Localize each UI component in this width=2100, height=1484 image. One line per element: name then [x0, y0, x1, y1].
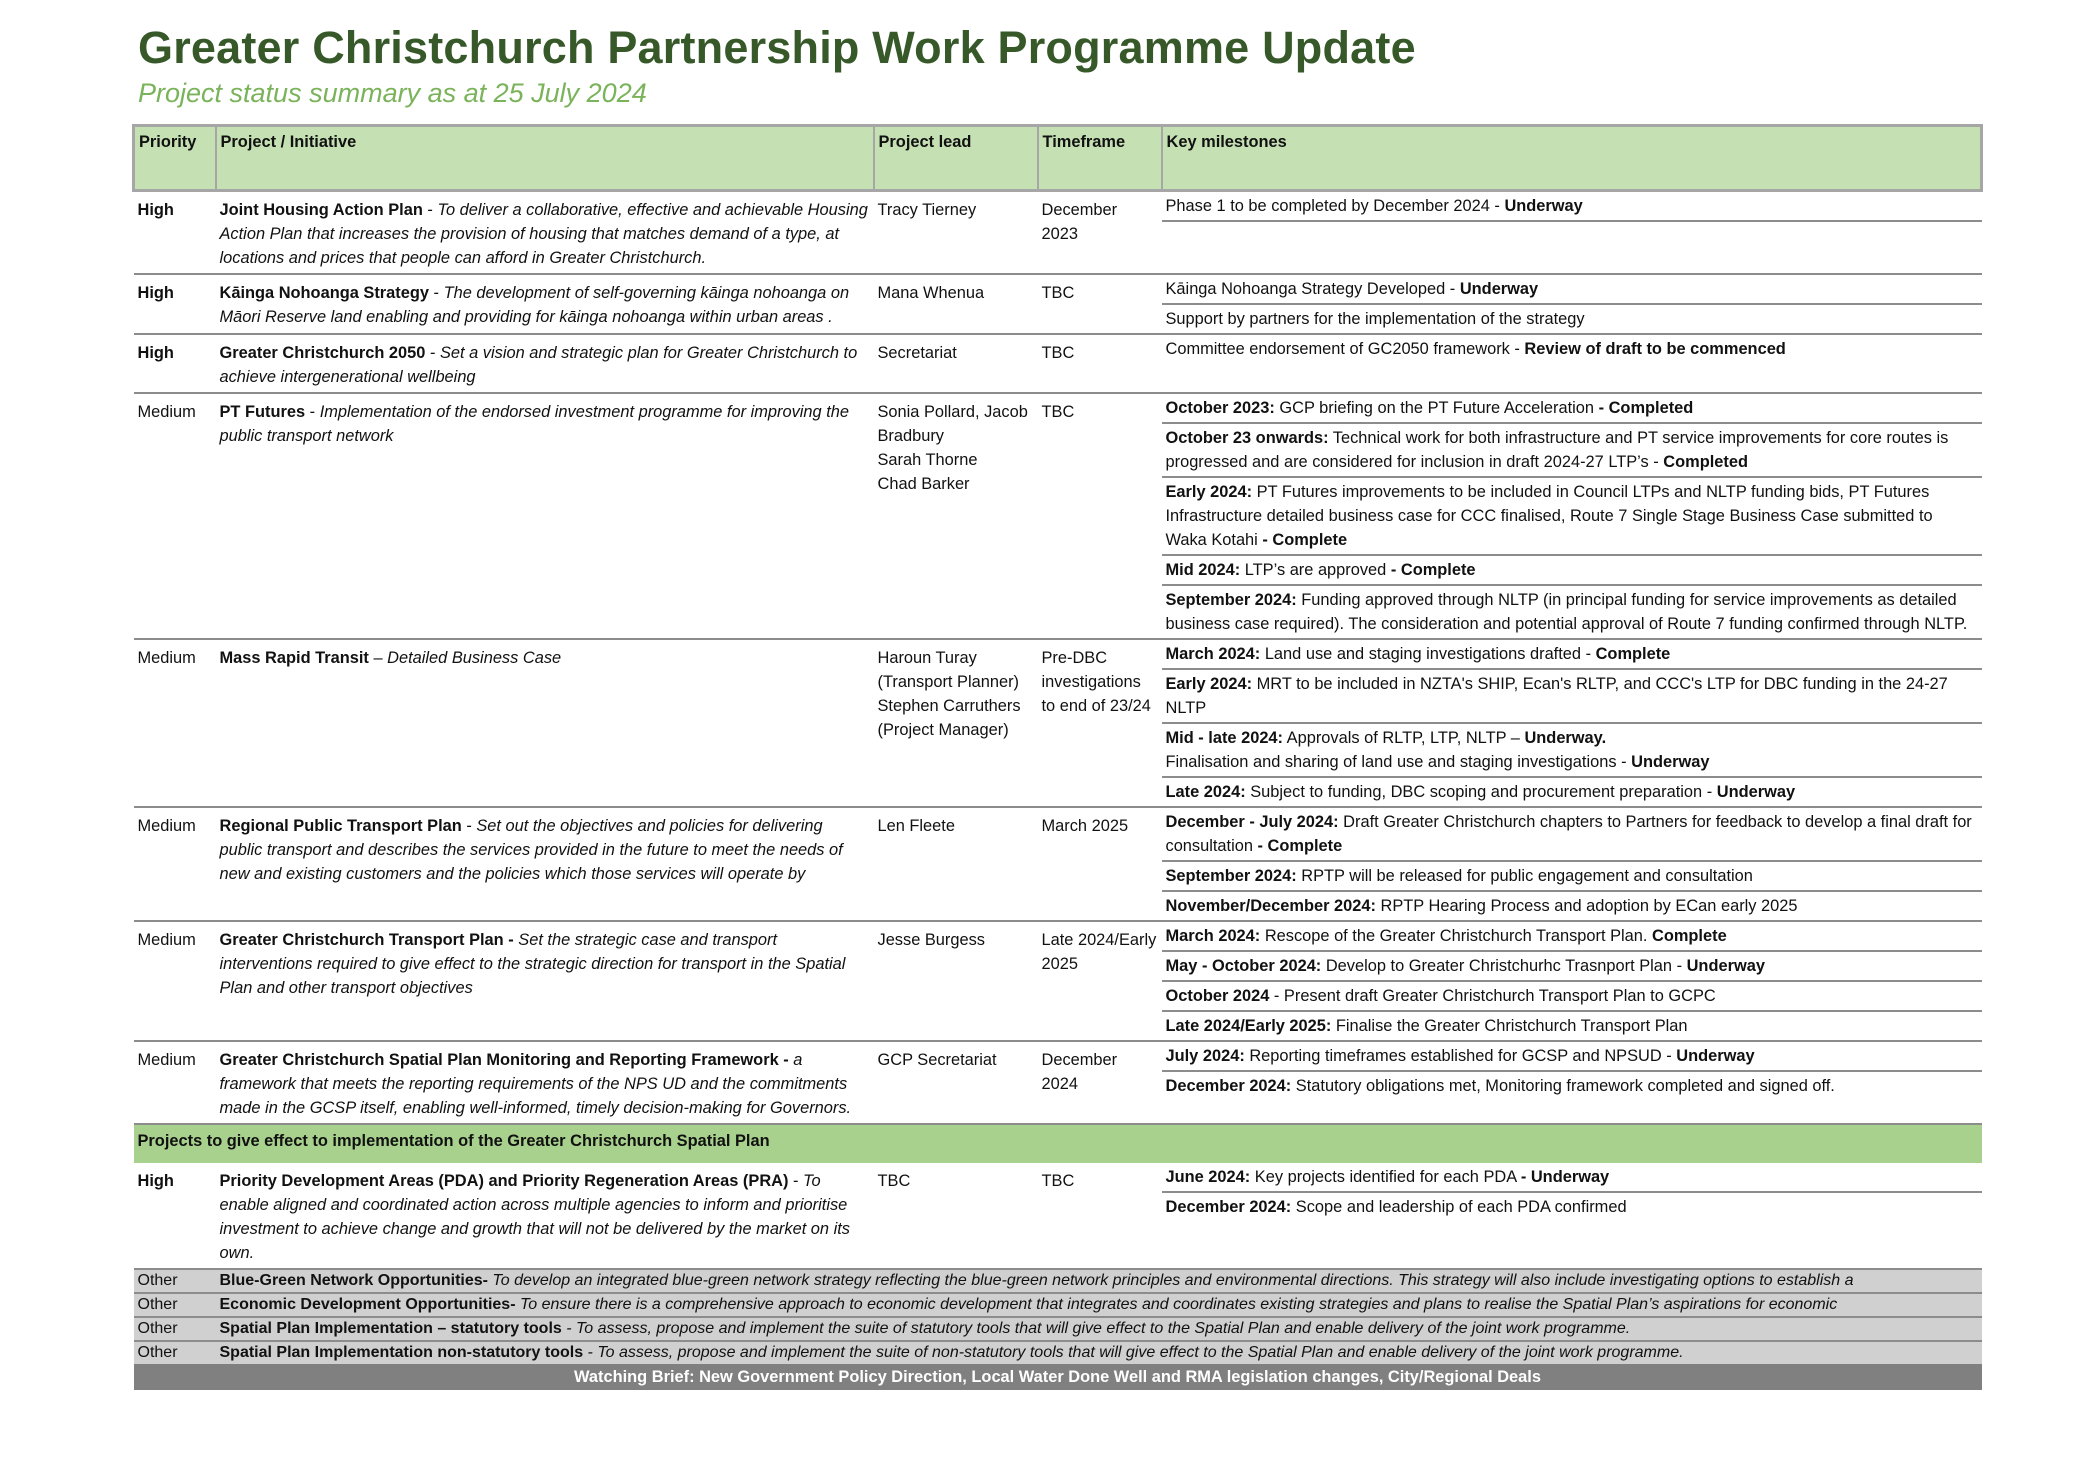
milestone: [1162, 724, 1982, 778]
project-name: Mass Rapid Transit: [219, 649, 369, 667]
priority-value: Medium: [137, 817, 196, 835]
project-lead: Len Fleete: [877, 817, 955, 835]
other-project-description: To develop an integrated blue-green network strategy reflecting the blue-green network principles and environmental directions. This strategy will also include investigating options to establish a: [487, 1272, 1854, 1289]
page-title: Greater Christchurch Partnership Work Programme Update: [138, 22, 1416, 73]
milestone: [1162, 556, 1982, 586]
project-cell: [216, 807, 874, 921]
milestone: [1162, 778, 1982, 806]
project-separator: -: [428, 284, 444, 302]
project-cell: [216, 1163, 874, 1269]
other-row: [134, 1293, 1982, 1317]
priority-cell: [134, 1041, 216, 1124]
page-subtitle: Project status summary as at 25 July 2024: [138, 78, 647, 108]
table-header-row: [134, 126, 1982, 191]
milestone: [1162, 335, 1982, 363]
table-row: [134, 274, 1982, 334]
priority-cell: [134, 334, 216, 393]
timeframe-cell: [1038, 1163, 1162, 1269]
project-timeframe: TBC: [1041, 1172, 1075, 1190]
milestones-cell: [1162, 1041, 1982, 1124]
project-description: Set a vision and strategic plan for Greater Christchurch to achieve intergenerational wellbeing: [219, 344, 858, 386]
project-lead: Mana Whenua: [877, 284, 985, 302]
table-body: [134, 191, 1982, 1391]
milestone: [1162, 192, 1982, 222]
project-cell: [216, 334, 874, 393]
milestone-label: December 2024:: [1165, 1077, 1292, 1095]
timeframe-cell: [1038, 191, 1162, 275]
milestone-text: Finalisation and sharing of land use and staging investigations -: [1165, 753, 1632, 771]
milestone-status: Underway: [1504, 197, 1583, 215]
table-row: [134, 334, 1982, 393]
table-row: [134, 1163, 1982, 1269]
project-description: To deliver a collaborative, effective and achievable Housing Action Plan that increases the provision of housing that matches demand of a type, at locations and prices that people can afford in Greater Christchurch.: [219, 201, 868, 267]
table-row: [134, 807, 1982, 921]
other-project-description: - To assess, propose and implement the suite of non-statutory tools that will give effect to the Spatial Plan and enable delivery of the joint work programme.: [583, 1344, 1684, 1361]
project-lead: Tracy Tierney: [877, 201, 977, 219]
milestone-text: GCP briefing on the PT Future Acceleration: [1274, 399, 1599, 417]
milestone: [1162, 275, 1982, 305]
project-name: Greater Christchurch 2050: [219, 344, 426, 362]
milestone-status: Review of draft to be commenced: [1524, 340, 1786, 358]
milestone: [1162, 922, 1982, 952]
project-lead: GCP Secretariat: [877, 1051, 997, 1069]
timeframe-cell: [1038, 1041, 1162, 1124]
priority-value: Medium: [137, 931, 196, 949]
table-row: [134, 191, 1982, 275]
milestone: [1162, 1163, 1982, 1193]
milestone-text: Kāinga Nohoanga Strategy Developed -: [1165, 280, 1460, 298]
priority-value: High: [137, 344, 174, 362]
milestone-text: Develop to Greater Christchurhc Trasnport Plan -: [1321, 957, 1687, 975]
header-milestones: Key milestones: [1162, 126, 1982, 191]
project-timeframe: TBC: [1041, 284, 1075, 302]
milestones-cell: [1162, 274, 1982, 334]
milestone-status: Underway: [1631, 753, 1710, 771]
project-name: Kāinga Nohoanga Strategy: [219, 284, 429, 302]
milestone-text: Committee endorsement of GC2050 framework -: [1165, 340, 1525, 358]
milestone-status: Underway.: [1524, 729, 1607, 747]
milestone-label: Late 2024:: [1165, 783, 1246, 801]
milestone-text: Statutory obligations met, Monitoring framework completed and signed off.: [1291, 1077, 1835, 1095]
project-separator: -: [425, 344, 440, 362]
priority-value: High: [137, 201, 174, 219]
table-row: [134, 1041, 1982, 1124]
other-priority: Other: [134, 1293, 216, 1317]
lead-cell: [874, 1041, 1038, 1124]
milestone-status: Completed: [1663, 453, 1748, 471]
milestone-label: November/December 2024:: [1165, 897, 1376, 915]
milestones-cell: [1162, 921, 1982, 1041]
section-row: [134, 1124, 1982, 1163]
priority-cell: [134, 639, 216, 807]
milestone-label: December - July 2024:: [1165, 813, 1339, 831]
project-separator: -: [788, 1172, 804, 1190]
lead-cell: [874, 393, 1038, 639]
milestone-label: September 2024:: [1165, 591, 1297, 609]
project-timeframe: Late 2024/Early 2025: [1041, 931, 1157, 973]
project-timeframe: TBC: [1041, 403, 1075, 421]
other-project-name: Economic Development Opportunities-: [219, 1296, 516, 1313]
priority-cell: [134, 921, 216, 1041]
priority-value: High: [137, 284, 174, 302]
project-cell: [216, 191, 874, 275]
milestone-text: Phase 1 to be completed by December 2024 -: [1165, 197, 1505, 215]
milestone-label: October 2023:: [1165, 399, 1275, 417]
other-project-description: To ensure there is a comprehensive approach to economic development that integrates and coordinates existing strategies and plans to realise the Spatial Plan’s aspirations for economic: [515, 1296, 1838, 1313]
milestone-label: October 23 onwards:: [1165, 429, 1329, 447]
project-lead: Sonia Pollard, Jacob Bradbury Sarah Thorne Chad Barker: [877, 403, 1028, 493]
project-timeframe: March 2025: [1041, 817, 1129, 835]
timeframe-cell: [1038, 274, 1162, 334]
milestone-label: March 2024:: [1165, 645, 1261, 663]
other-row: [134, 1317, 1982, 1341]
header-priority: Priority: [134, 126, 216, 191]
table-row: [134, 639, 1982, 807]
milestone: [1162, 640, 1982, 670]
milestone: [1162, 424, 1982, 478]
project-lead: Haroun Turay (Transport Planner) Stephen Carruthers (Project Manager): [877, 649, 1021, 739]
milestone: [1162, 952, 1982, 982]
milestone: [1162, 1193, 1982, 1221]
milestone-text: Rescope of the Greater Christchurch Transport Plan.: [1260, 927, 1652, 945]
project-timeframe: TBC: [1041, 344, 1075, 362]
other-project-name: Blue-Green Network Opportunities-: [219, 1272, 488, 1289]
timeframe-cell: [1038, 807, 1162, 921]
milestone-status: - Completed: [1598, 399, 1694, 417]
milestone-status: - Complete: [1262, 531, 1348, 549]
lead-cell: [874, 807, 1038, 921]
project-cell: [216, 639, 874, 807]
milestone-label: Late 2024/Early 2025:: [1165, 1017, 1332, 1035]
project-cell: [216, 921, 874, 1041]
other-project-name: Spatial Plan Implementation non-statutory tools: [219, 1344, 584, 1361]
other-project-cell: [216, 1269, 1982, 1293]
header-project: Project / Initiative: [216, 126, 874, 191]
project-name: Greater Christchurch Transport Plan -: [219, 931, 514, 949]
milestones-cell: [1162, 191, 1982, 275]
watching-brief-row: [134, 1364, 1982, 1390]
priority-cell: [134, 191, 216, 275]
milestones-cell: [1162, 807, 1982, 921]
project-description: a framework that meets the reporting requirements of the NPS UD and the commitments made in the GCSP itself, enabling well-informed, timely decision-making for Governors.: [219, 1051, 852, 1117]
lead-cell: [874, 334, 1038, 393]
milestone-status: Underway: [1459, 280, 1539, 298]
milestone-text: Land use and staging investigations drafted -: [1260, 645, 1596, 663]
project-lead: Jesse Burgess: [877, 931, 985, 949]
other-project-cell: [216, 1317, 1982, 1341]
project-description: Set out the objectives and policies for delivering public transport and describes the services provided in the future to meet the needs of new and existing customers and the policies which those services will operate by: [219, 817, 843, 883]
other-project-name: Spatial Plan Implementation – statutory tools: [219, 1320, 562, 1337]
lead-cell: [874, 921, 1038, 1041]
milestone-text: Draft Greater Christchurch chapters to Partners for feedback to develop a final draft for consultation: [1165, 813, 1972, 855]
other-priority: Other: [134, 1317, 216, 1341]
milestones-cell: [1162, 393, 1982, 639]
project-timeframe: Pre-DBC investigations to end of 23/24: [1041, 649, 1151, 715]
work-programme-table: [132, 124, 1983, 1390]
other-row: [134, 1269, 1982, 1293]
milestone-status: - Underway: [1520, 1168, 1610, 1186]
project-separator: -: [422, 201, 438, 219]
milestone-status: Underway: [1716, 783, 1796, 801]
table-row: [134, 393, 1982, 639]
lead-cell: [874, 639, 1038, 807]
milestone-text: Technical work for both infrastructure and PT service improvements for core routes is progressed and are considered for inclusion in draft 2024-27 LTP’s -: [1165, 429, 1949, 471]
project-timeframe: December 2023: [1041, 201, 1118, 243]
milestone: [1162, 478, 1982, 556]
project-description: Implementation of the endorsed investment programme for improving the public transport network: [219, 403, 850, 445]
milestone-text: LTP’s are approved: [1240, 561, 1391, 579]
milestone-status: Underway: [1676, 1047, 1755, 1065]
other-priority: Other: [134, 1269, 216, 1293]
milestone-text: PT Futures improvements to be included in Council LTPs and NLTP funding bids, PT Futures Infrastructure detailed business case for CCC finalised, Route 7 Single Stage Business Case submitted to Waka Kotahi: [1165, 483, 1933, 549]
lead-cell: [874, 1163, 1038, 1269]
priority-cell: [134, 274, 216, 334]
priority-value: Medium: [137, 1051, 196, 1069]
milestone-text: Subject to funding, DBC scoping and procurement preparation -: [1245, 783, 1717, 801]
milestone: [1162, 222, 1982, 246]
milestone-text: MRT to be included in NZTA's SHIP, Ecan's RLTP, and CCC's LTP for DBC funding in the 24-27 NLTP: [1165, 675, 1948, 717]
project-description: Set the strategic case and transport interventions required to give effect to the strategic direction for transport in the Spatial Plan and other transport objectives: [219, 931, 846, 997]
project-cell: [216, 1041, 874, 1124]
milestone-text: RPTP Hearing Process and adoption by ECan early 2025: [1375, 897, 1798, 915]
project-timeframe: December 2024: [1041, 1051, 1118, 1093]
milestones-cell: [1162, 639, 1982, 807]
milestone-status: Underway: [1686, 957, 1765, 975]
project-lead: Secretariat: [877, 344, 957, 362]
header-timeframe: Timeframe: [1038, 126, 1162, 191]
priority-cell: [134, 393, 216, 639]
other-project-cell: [216, 1293, 1982, 1317]
other-project-cell: [216, 1341, 1982, 1364]
project-description: Detailed Business Case: [387, 649, 562, 667]
milestone: [1162, 305, 1982, 333]
project-separator: –: [368, 649, 388, 667]
milestone-text: Support by partners for the implementation of the strategy: [1165, 310, 1585, 328]
project-name: PT Futures: [219, 403, 306, 421]
project-description: To enable aligned and coordinated action across multiple agencies to inform and prioritise investment to achieve change and growth that will not be delivered by the market on its own.: [219, 1172, 850, 1262]
milestone-text: Scope and leadership of each PDA confirmed: [1291, 1198, 1627, 1216]
priority-cell: [134, 807, 216, 921]
project-separator: -: [305, 403, 320, 421]
priority-value: High: [137, 1172, 174, 1190]
milestone: [1162, 1042, 1982, 1072]
priority-value: Medium: [137, 403, 196, 421]
lead-cell: [874, 274, 1038, 334]
milestone-status: - Complete: [1390, 561, 1476, 579]
project-name: Priority Development Areas (PDA) and Priority Regeneration Areas (PRA): [219, 1172, 789, 1190]
table-row: [134, 921, 1982, 1041]
milestone: [1162, 982, 1982, 1012]
project-lead: TBC: [877, 1172, 911, 1190]
milestone-text: - Present draft Greater Christchurch Transport Plan to GCPC: [1269, 987, 1716, 1005]
timeframe-cell: [1038, 921, 1162, 1041]
timeframe-cell: [1038, 393, 1162, 639]
milestone-label: December 2024:: [1165, 1198, 1292, 1216]
milestone-text: Key projects identified for each PDA: [1250, 1168, 1521, 1186]
milestone-status: - Complete: [1257, 837, 1343, 855]
project-cell: [216, 393, 874, 639]
milestone-label: Early 2024:: [1165, 675, 1253, 693]
milestone-label: Early 2024:: [1165, 483, 1253, 501]
section-title: Projects to give effect to implementation of the Greater Christchurch Spatial Plan: [134, 1124, 1982, 1163]
milestones-cell: [1162, 1163, 1982, 1269]
milestone-status: Complete: [1652, 927, 1727, 945]
milestone: [1162, 862, 1982, 892]
project-name: Greater Christchurch Spatial Plan Monitoring and Reporting Framework -: [219, 1051, 789, 1069]
milestone-label: May - October 2024:: [1165, 957, 1322, 975]
milestone-label: Mid 2024:: [1165, 561, 1241, 579]
milestone: [1162, 892, 1982, 920]
milestone: [1162, 808, 1982, 862]
priority-value: Medium: [137, 649, 196, 667]
project-name: Joint Housing Action Plan: [219, 201, 423, 219]
milestone: [1162, 586, 1982, 638]
milestone: [1162, 670, 1982, 724]
other-row: [134, 1341, 1982, 1364]
milestone: [1162, 394, 1982, 424]
project-cell: [216, 274, 874, 334]
milestone-label: Mid - late 2024:: [1165, 729, 1284, 747]
project-name: Regional Public Transport Plan: [219, 817, 462, 835]
timeframe-cell: [1038, 639, 1162, 807]
other-priority: Other: [134, 1341, 216, 1364]
lead-cell: [874, 191, 1038, 275]
priority-cell: [134, 1163, 216, 1269]
header-lead: Project lead: [874, 126, 1038, 191]
milestone-text: Finalise the Greater Christchurch Transport Plan: [1331, 1017, 1688, 1035]
milestone-text: RPTP will be released for public engagement and consultation: [1296, 867, 1753, 885]
project-separator: -: [461, 817, 477, 835]
milestone-label: July 2024:: [1165, 1047, 1245, 1065]
milestone-text: Approvals of RLTP, LTP, NLTP –: [1283, 729, 1525, 747]
milestone-label: September 2024:: [1165, 867, 1297, 885]
milestone-label: October 2024: [1165, 987, 1270, 1005]
project-description: The development of self-governing kāinga nohoanga on Māori Reserve land enabling and providing for kāinga nohoanga within urban areas .: [219, 284, 850, 326]
milestone-label: March 2024:: [1165, 927, 1261, 945]
other-project-description: - To assess, propose and implement the suite of statutory tools that will give effect to the Spatial Plan and enable delivery of the joint work programme.: [561, 1320, 1631, 1337]
milestone-text: Funding approved through NLTP (in principal funding for service improvements as detailed business case required). The consideration and potential approval of Route 7 funding confirmed through NLTP.: [1165, 591, 1968, 633]
milestone-label: June 2024:: [1165, 1168, 1251, 1186]
milestone-status: Complete: [1595, 645, 1671, 663]
milestone: [1162, 1072, 1982, 1100]
watching-brief: Watching Brief: New Government Policy Direction, Local Water Done Well and RMA legislation changes, City/Regional Deals: [134, 1364, 1982, 1390]
milestones-cell: [1162, 334, 1982, 393]
timeframe-cell: [1038, 334, 1162, 393]
milestone-text: Reporting timeframes established for GCSP and NPSUD -: [1244, 1047, 1677, 1065]
milestone: [1162, 1012, 1982, 1040]
